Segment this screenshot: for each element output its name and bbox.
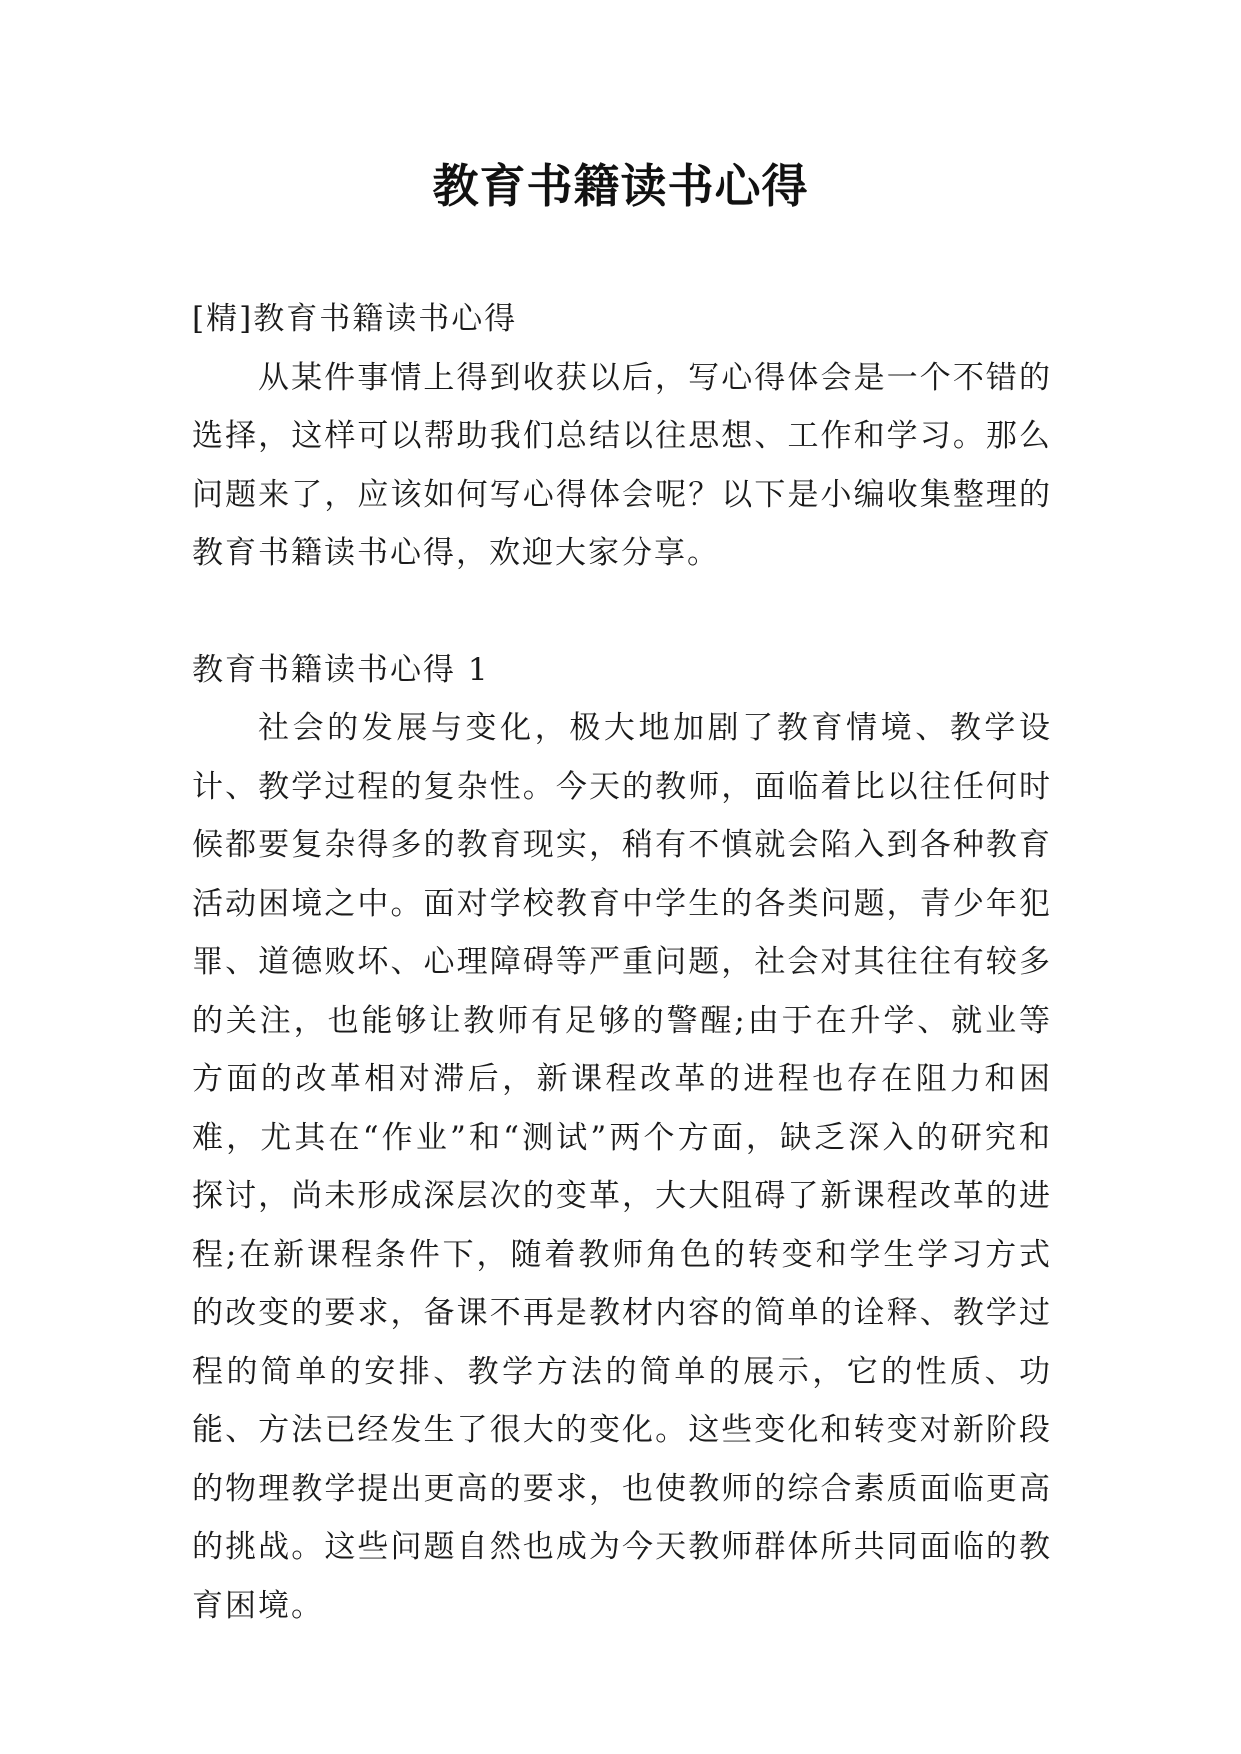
document-title: 教育书籍读书心得: [432, 159, 809, 213]
intro-paragraph: 从某件事情上得到收获以后，写心得体会是一个不错的选择，这样可以帮助我们总结以往思想、工作和学习。那么问题来了，应该如何写心得体会呢？以下是小编收集整理的教育书籍读书心得，欢迎大家分享。: [192, 359, 1052, 571]
section-paragraph: 社会的发展与变化，极大地加剧了教育情境、教学设计、教学过程的复杂性。今天的教师，面临着比以往任何时候都要复杂得多的教育现实，稍有不慎就会陷入到各种教育活动困境之中。面对学校教育中学生的各类问题，青少年犯罪、道德败坏、心理障碍等严重问题，社会对其往往有较多的关注，也能够让教师有足够的警醒;由于在升学、就业等方面的改革相对滞后，新课程改革的进程也存在阻力和困难，尤其在“作业”和“测试”两个方面，缺乏深入的研究和探讨，尚未形成深层次的变革，大大阻碍了新课程改革的进程;在新课程条件下，随着教师角色的转变和学生学习方式的改变的要求，备课不再是教材内容的简单的诠释、教学过程的简单的安排、教学方法的简单的展示，它的性质、功能、方法已经发生了很大的变化。这些变化和转变对新阶段的物理教学提出更高的要求，也使教师的综合素质面临更高的挑战。这些问题自然也成为今天教师群体所共同面临的教育困境。: [192, 710, 1052, 1624]
document-subtitle: [精]教育书籍读书心得: [192, 301, 518, 337]
paragraph-spacer: [192, 583, 1052, 641]
section-heading: 教育书籍读书心得 1: [192, 651, 490, 688]
document-body: [192, 290, 1052, 1635]
